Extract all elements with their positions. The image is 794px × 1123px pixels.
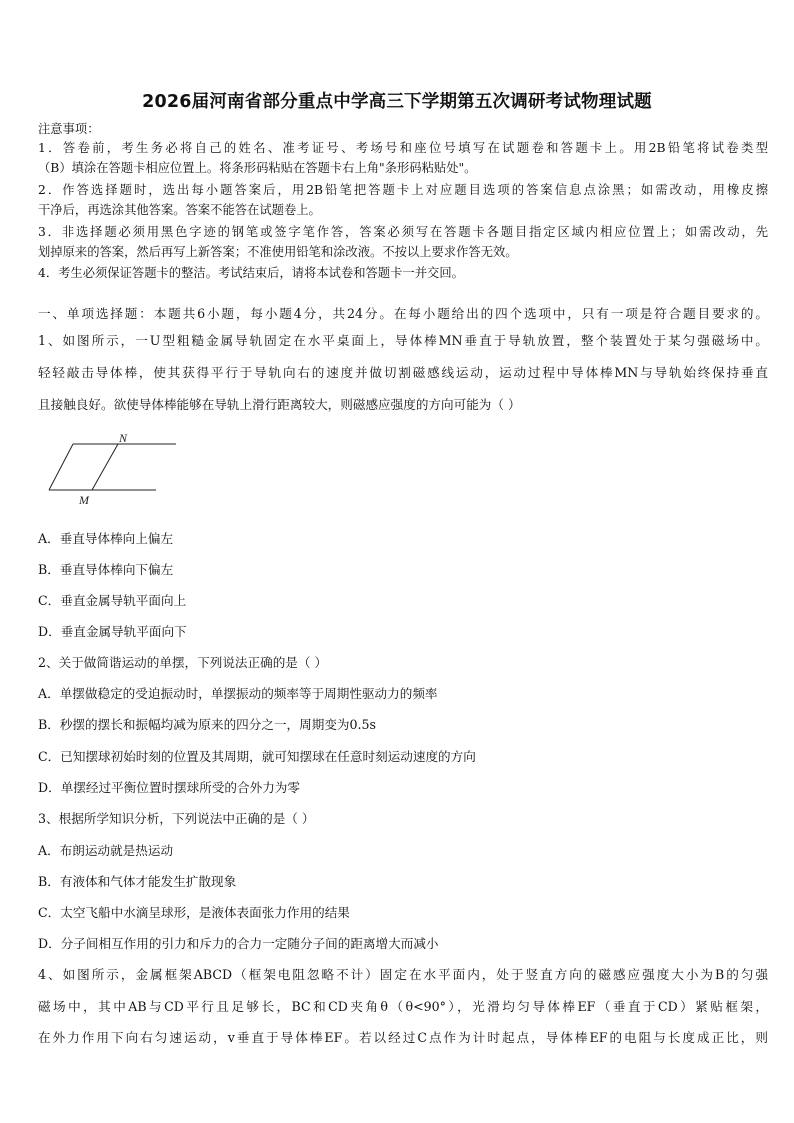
- label-n: N: [119, 431, 128, 445]
- note-line: 4．考生必须保证答题卡的整洁。考试结束后，请将本试卷和答题卡一并交回。: [38, 266, 464, 280]
- page-title: 2026届河南省部分重点中学高三下学期第五次调研考试物理试题: [142, 92, 652, 112]
- question-stem: 2、关于做简谐运动的单摆，下列说法正确的是（ ）: [38, 655, 328, 670]
- option: B．垂直导体棒向下偏左: [38, 562, 174, 577]
- conductor-rod: [92, 444, 118, 490]
- label-m: M: [79, 493, 89, 507]
- note-line: 干净后，再选涂其他答案。答案不能答在试题卷上。: [38, 203, 321, 217]
- note-line: 2．作答选择题时，选出每小题答案后，用2B铅笔把答题卡上对应题目选项的答案信息点涂黑；如需改动，用橡皮擦: [38, 183, 768, 197]
- option: A．布朗运动就是热运动: [38, 843, 174, 858]
- option: A．单摆做稳定的受迫振动时，单摆振动的频率等于周期性驱动力的频率: [38, 686, 438, 701]
- option: D．单摆经过平衡位置时摆球所受的合外力为零: [38, 780, 300, 795]
- question-stem-line: 4、如图所示，金属框架ABCD（框架电阻忽略不计）固定在水平面内，处于竖直方向的磁感应强度大小为B的匀强: [38, 967, 768, 982]
- option: B．秒摆的摆长和振幅均减为原来的四分之一，周期变为0.5s: [38, 717, 376, 732]
- rail-diagram: [40, 428, 190, 510]
- section-heading: 一、单项选择题：本题共6小题，每小题4分，共24分。在每小题给出的四个选项中，只有一项是符合题目要求的。: [38, 306, 768, 321]
- notes-heading: 注意事项：: [38, 122, 100, 136]
- rail-end: [49, 444, 73, 490]
- question-stem-line: 且接触良好。欲使导体棒能够在导轨上滑行距离较大，则磁感应强度的方向可能为（ ）: [38, 397, 521, 412]
- option: C．已知摆球初始时刻的位置及其周期，就可知摆球在任意时刻运动速度的方向: [38, 749, 476, 764]
- option: D．分子间相互作用的引力和斥力的合力一定随分子间的距离增大而减小: [38, 936, 439, 951]
- note-line: 划掉原来的答案，然后再写上新答案；不准使用铅笔和涂改液。不按以上要求作答无效。: [38, 245, 518, 259]
- question-stem-line: 1、如图所示，一U型粗糙金属导轨固定在水平桌面上，导体棒MN垂直于导轨放置，整个装置处于某匀强磁场中。: [38, 333, 768, 348]
- option: C．太空飞船中水滴呈球形，是液体表面张力作用的结果: [38, 905, 350, 920]
- question-stem-line: 在外力作用下向右匀速运动，v垂直于导体棒EF。若以经过C点作为计时起点，导体棒EF的电阻与长度成正比，则: [38, 1030, 768, 1045]
- option: B．有液体和气体才能发生扩散现象: [38, 874, 237, 889]
- note-line: 1．答卷前，考生务必将自己的姓名、准考证号、考场号和座位号填写在试题卷和答题卡上。用2B铅笔将试卷类型: [38, 141, 768, 155]
- question-stem-line: 磁场中，其中AB与CD平行且足够长，BC和CD夹角θ（θ<90°），光滑均匀导体棒EF（垂直于CD）紧贴框架，: [38, 999, 768, 1014]
- question-stem: 3、根据所学知识分析，下列说法中正确的是（ ）: [38, 811, 315, 826]
- option: C．垂直金属导轨平面向上: [38, 593, 187, 608]
- question-stem-line: 轻轻敲击导体棒，使其获得平行于导轨向右的速度并做切割磁感线运动，运动过程中导体棒MN与导轨始终保持垂直: [38, 365, 768, 380]
- option: A．垂直导体棒向上偏左: [38, 531, 174, 546]
- option: D．垂直金属导轨平面向下: [38, 624, 187, 639]
- note-line: （B）填涂在答题卡相应位置上。将条形码粘贴在答题卡右上角"条形码粘贴处"。: [38, 161, 477, 175]
- note-line: 3．非选择题必须用黑色字迹的钢笔或签字笔作答，答案必须写在答题卡各题目指定区域内相应位置上；如需改动，先: [38, 225, 768, 239]
